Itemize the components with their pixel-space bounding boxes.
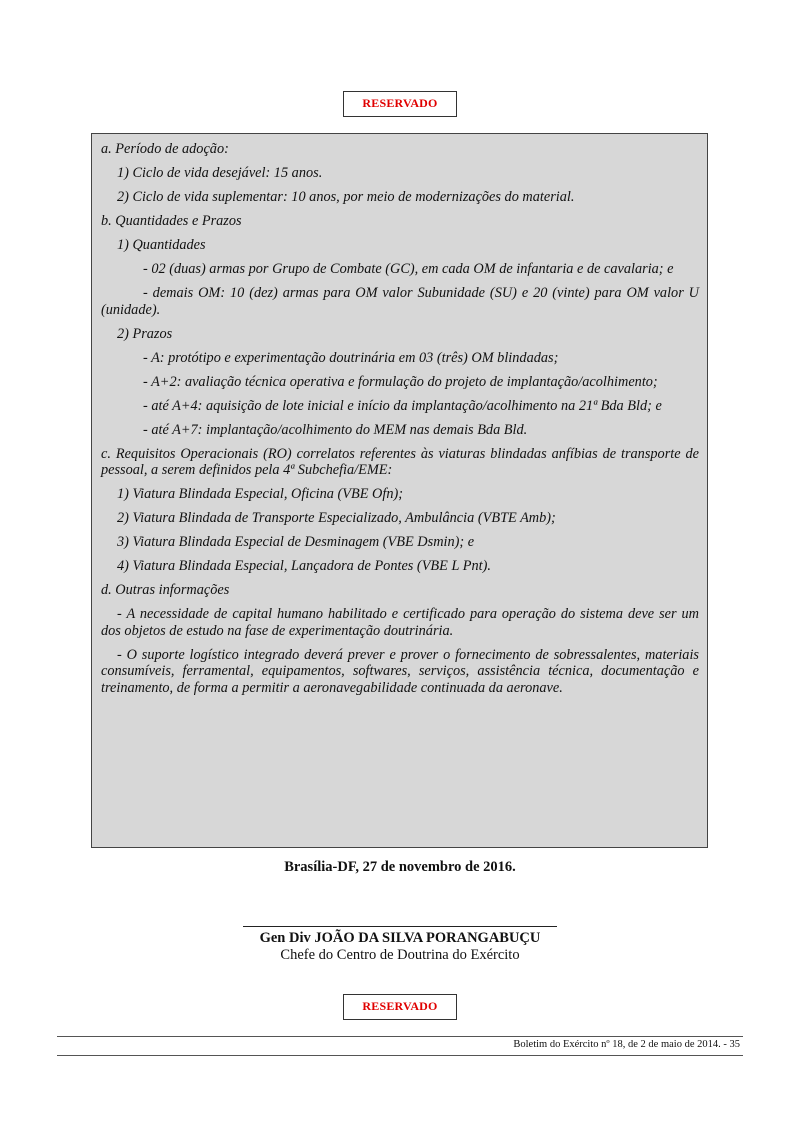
section-c-title: c. Requisitos Operacionais (RO) correlatos referentes às viaturas blindadas anfíbias de transporte de pessoal, a serem definidos pela 4ª Subchefia/EME: — [101, 445, 699, 478]
signature-line — [243, 926, 557, 927]
section-a-item-2: 2) Ciclo de vida suplementar: 10 anos, por meio de modernizações do material. — [117, 189, 575, 205]
classification-stamp-top: RESERVADO — [343, 91, 457, 117]
place-date: Brasília-DF, 27 de novembro de 2016. — [284, 859, 516, 875]
section-b-item-2-b: - A+2: avaliação técnica operativa e formulação do projeto de implantação/acolhimento; — [143, 373, 658, 390]
section-b-item-2: 2) Prazos — [117, 325, 173, 342]
section-a-title: a. Período de adoção: — [101, 141, 229, 157]
section-b-item-2-a: - A: protótipo e experimentação doutrinária em 03 (três) OM blindadas; — [143, 349, 559, 366]
signatory-name: Gen Div JOÃO DA SILVA PORANGABUÇU — [259, 930, 541, 946]
section-b-item-1: 1) Quantidades — [117, 237, 206, 253]
section-b-item-1-a: - 02 (duas) armas por Grupo de Combate (GC), em cada OM de infantaria e de cavalaria; e — [143, 261, 674, 277]
section-b-item-2-d: - até A+7: implantação/acolhimento do MEM nas demais Bda Bld. — [143, 421, 528, 438]
section-a-item-1: 1) Ciclo de vida desejável: 15 anos. — [117, 165, 323, 181]
section-b-item-2-c: - até A+4: aquisição de lote inicial e início da implantação/acolhimento na 21ª Bda Bld; e — [143, 397, 662, 414]
footer-rule-top — [57, 1036, 743, 1037]
section-c-item-3: 3) Viatura Blindada Especial de Desminagem (VBE Dsmin); e — [117, 534, 475, 550]
section-c-item-1: 1) Viatura Blindada Especial, Oficina (VBE Ofn); — [117, 486, 404, 502]
signatory-role: Chefe do Centro de Doutrina do Exército — [280, 947, 520, 963]
section-d-item-2: - O suporte logístico integrado deverá prever e prover o fornecimento de sobressalentes, materiais consumíveis, ferramental, equipamentos, softwares, serviços, assistência técnica, documentação e treinamento, de forma a permitir a aeronavegabilidade continuada da aeronave. — [101, 646, 699, 696]
content-box — [91, 133, 708, 848]
classification-stamp-bottom: RESERVADO — [343, 994, 457, 1020]
section-d-title: d. Outras informações — [101, 582, 230, 598]
footer-text: Boletim do Exército nº 18, de 2 de maio de 2014. - 35 — [513, 1039, 740, 1050]
section-c-item-2: 2) Viatura Blindada de Transporte Especializado, Ambulância (VBTE Amb); — [117, 510, 556, 526]
section-b-item-1-b: - demais OM: 10 (dez) armas para OM valor Subunidade (SU) e 20 (vinte) para OM valor U (unidade). — [101, 285, 699, 318]
section-b-title: b. Quantidades e Prazos — [101, 213, 242, 229]
section-d-item-1: - A necessidade de capital humano habilitado e certificado para operação do sistema deve ser um dos objetos de estudo na fase de experimentação doutrinária. — [101, 606, 699, 639]
section-c-item-4: 4) Viatura Blindada Especial, Lançadora de Pontes (VBE L Pnt). — [117, 558, 491, 574]
footer-rule-bottom — [57, 1055, 743, 1056]
